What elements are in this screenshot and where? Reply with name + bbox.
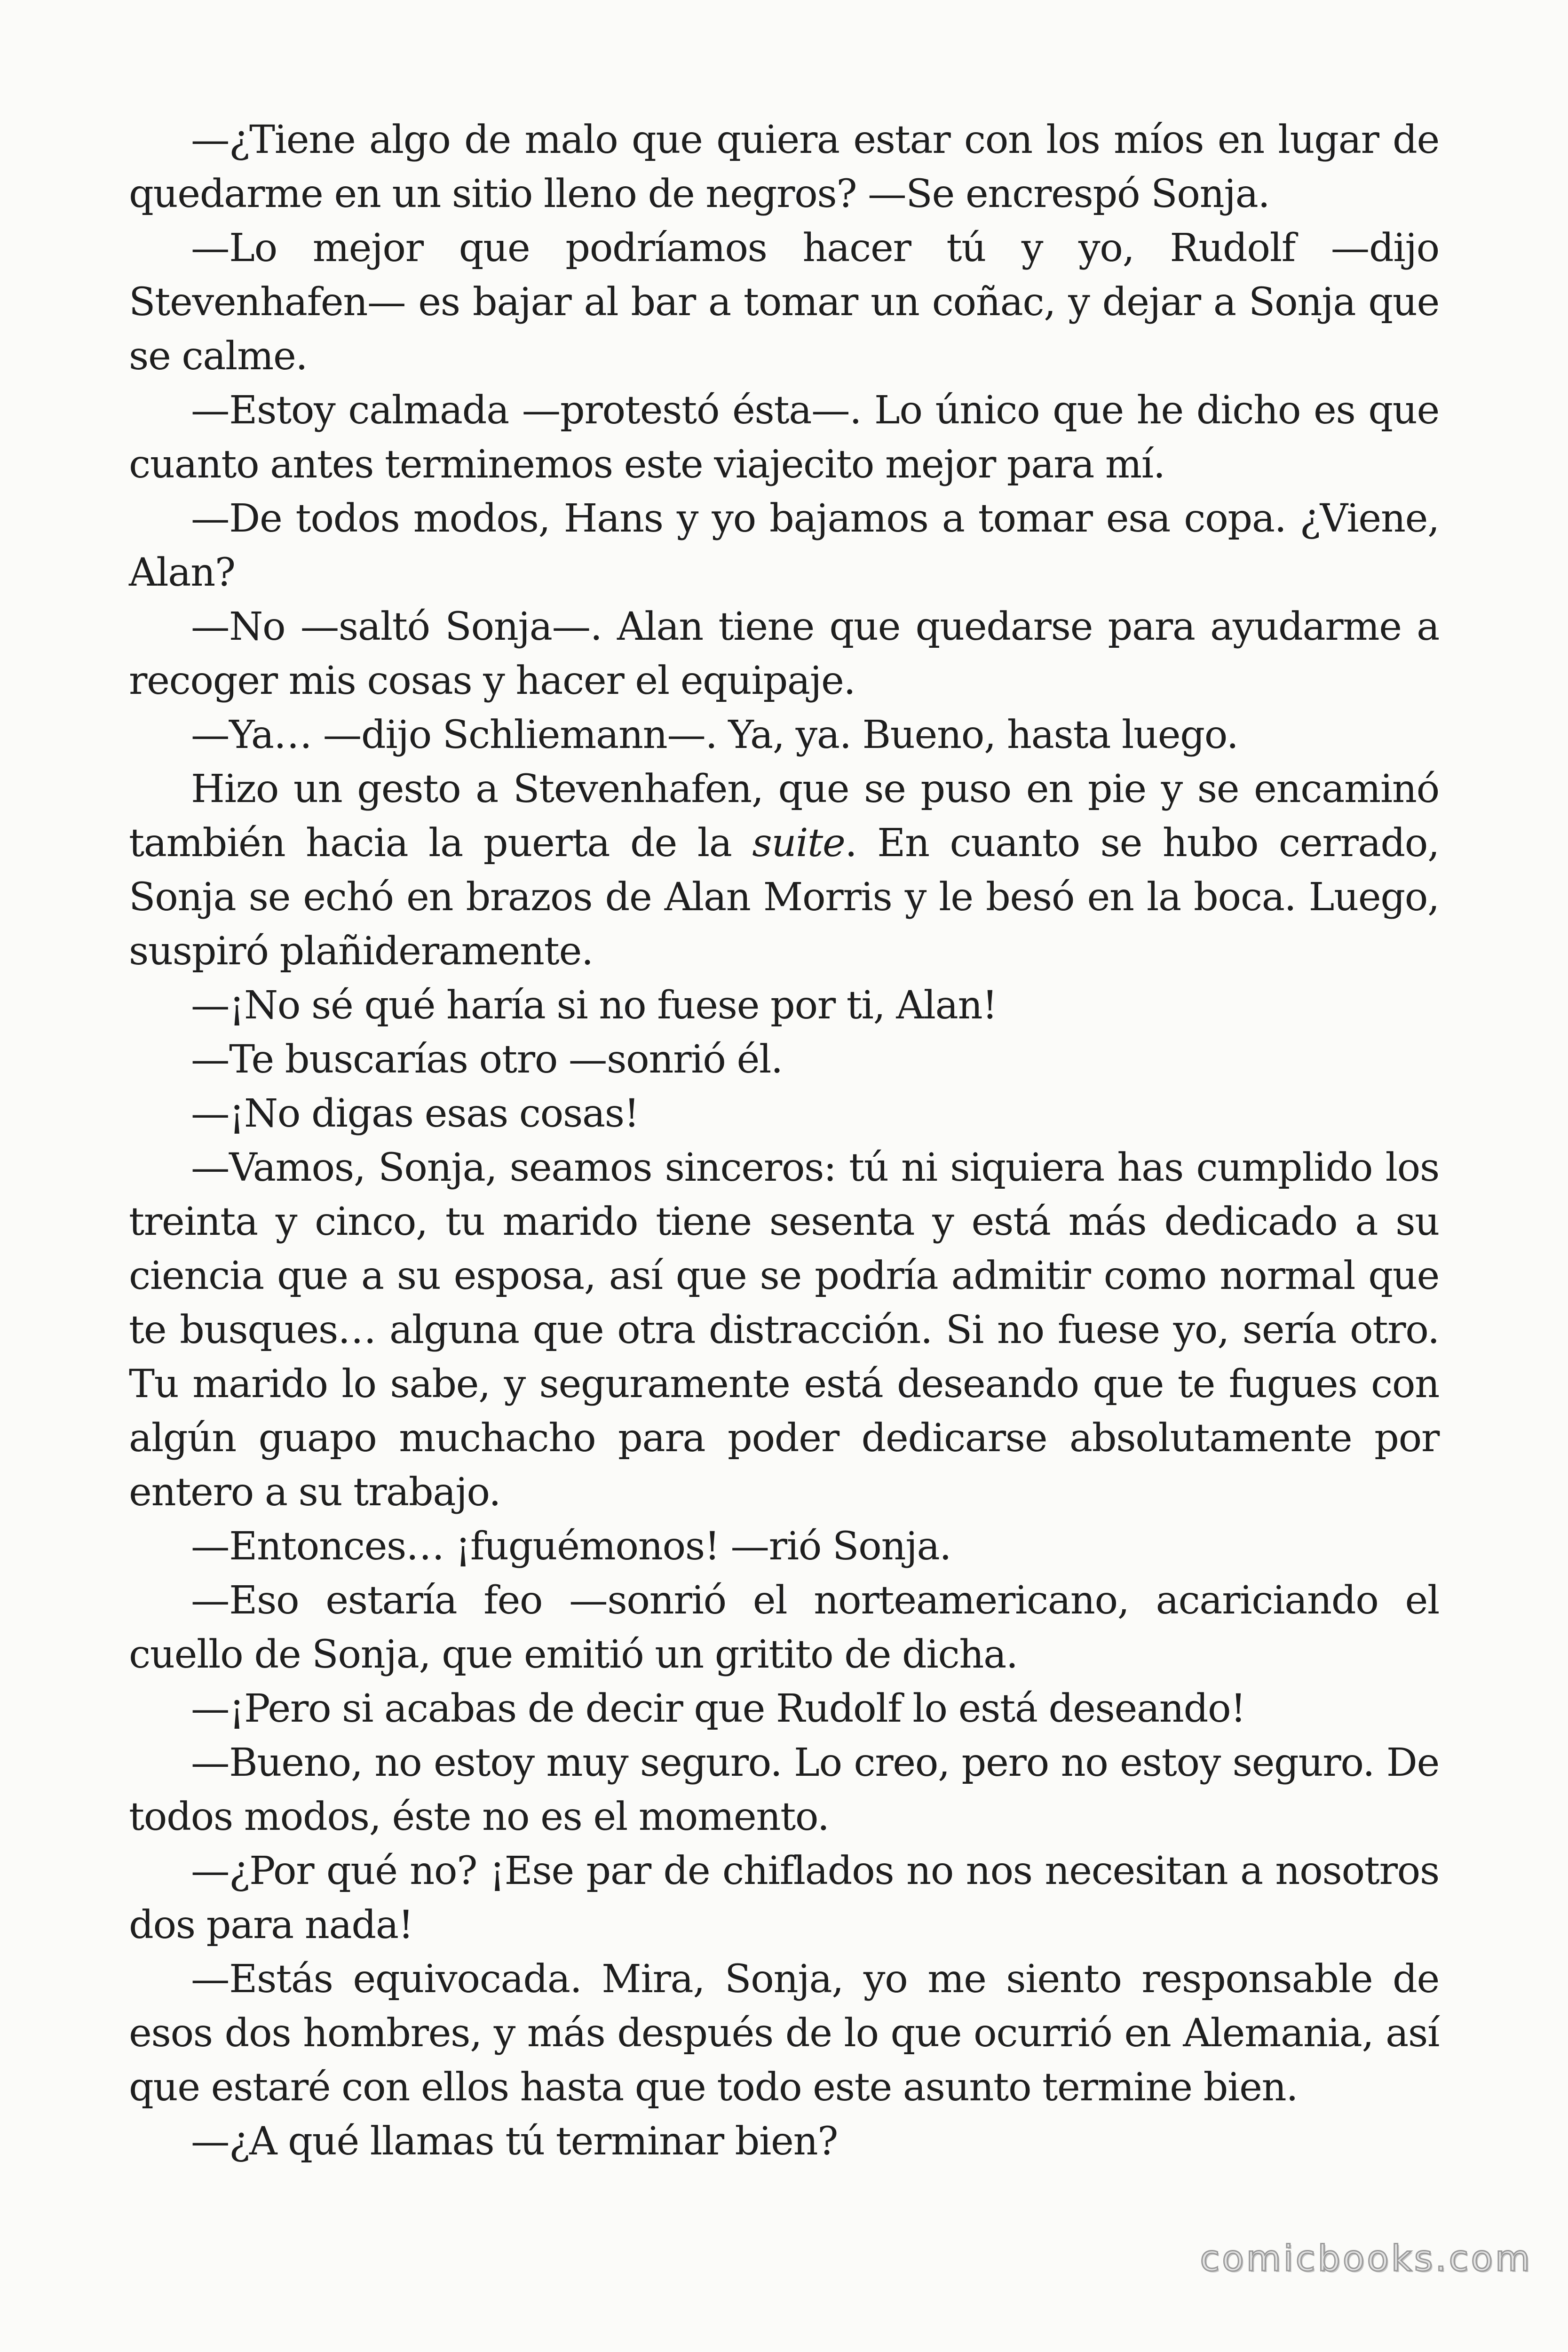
paragraph: —Vamos, Sonja, seamos sinceros: tú ni siquiera has cumplido los treinta y cinco, tu marido tiene sesenta y está más dedicado a su ciencia que a su esposa, así que se podría admitir como normal que te busques… alguna que otra distracción. Si no fuese yo, sería otro. Tu marido lo sabe, y seguramente está deseando que te fugues con algún guapo muchacho para poder dedicarse absolutamente por entero a su trabajo.: [129, 1145, 1439, 1515]
paragraph: —Bueno, no estoy muy seguro. Lo creo, pero no estoy seguro. De todos modos, éste no es el momento.: [129, 1740, 1439, 1839]
paragraph: [129, 762, 1439, 978]
paragraph: —¡No sé qué haría si no fuese por ti, Alan!: [191, 983, 998, 1028]
paragraph-text: . En cuanto se hubo cerrado, Sonja se echó en brazos de Alan Morris y le besó en la boca. Luego, suspiró plañideramente.: [129, 820, 1439, 974]
paragraph: —De todos modos, Hans y yo bajamos a tomar esa copa. ¿Viene, Alan?: [129, 496, 1439, 595]
paragraph: —¿Tiene algo de malo que quiera estar con los míos en lugar de quedarme en un sitio lleno de negros? —Se encrespó Sonja.: [129, 117, 1439, 216]
paragraph: —Ya… —dijo Schliemann—. Ya, ya. Bueno, hasta luego.: [191, 712, 1238, 757]
paragraph: —Estoy calmada —protestó ésta—. Lo único que he dicho es que cuanto antes terminemos este viajecito mejor para mí.: [129, 388, 1439, 487]
watermark: comicbooks.com: [1200, 2237, 1532, 2279]
paragraph: —Te buscarías otro —sonrió él.: [191, 1037, 783, 1082]
paragraph: —No —saltó Sonja—. Alan tiene que quedarse para ayudarme a recoger mis cosas y hacer el equipaje.: [129, 604, 1439, 703]
book-page-text: [129, 113, 1439, 2169]
italic-word: suite: [752, 820, 845, 866]
paragraph: —¡Pero si acabas de decir que Rudolf lo está deseando!: [191, 1686, 1246, 1731]
paragraph: —¡No digas esas cosas!: [191, 1091, 639, 1136]
paragraph: —Lo mejor que podríamos hacer tú y yo, Rudolf —dijo Stevenhafen— es bajar al bar a tomar un coñac, y dejar a Sonja que se calme.: [129, 225, 1439, 379]
paragraph: —Entonces… ¡fuguémonos! —rió Sonja.: [191, 1524, 951, 1569]
paragraph: —¿A qué llamas tú terminar bien?: [191, 2119, 838, 2164]
paragraph: —¿Por qué no? ¡Ese par de chiflados no nos necesitan a nosotros dos para nada!: [129, 1848, 1439, 1947]
paragraph: —Estás equivocada. Mira, Sonja, yo me siento responsable de esos dos hombres, y más después de lo que ocurrió en Alemania, así que estaré con ellos hasta que todo este asunto termine bien.: [129, 1956, 1439, 2110]
paragraph: —Eso estaría feo —sonrió el norteamericano, acariciando el cuello de Sonja, que emitió un gritito de dicha.: [129, 1578, 1439, 1677]
paragraph-text: Hizo un gesto a Stevenhafen, que se puso en pie y se encaminó también hacia la puerta de la: [129, 766, 1439, 866]
